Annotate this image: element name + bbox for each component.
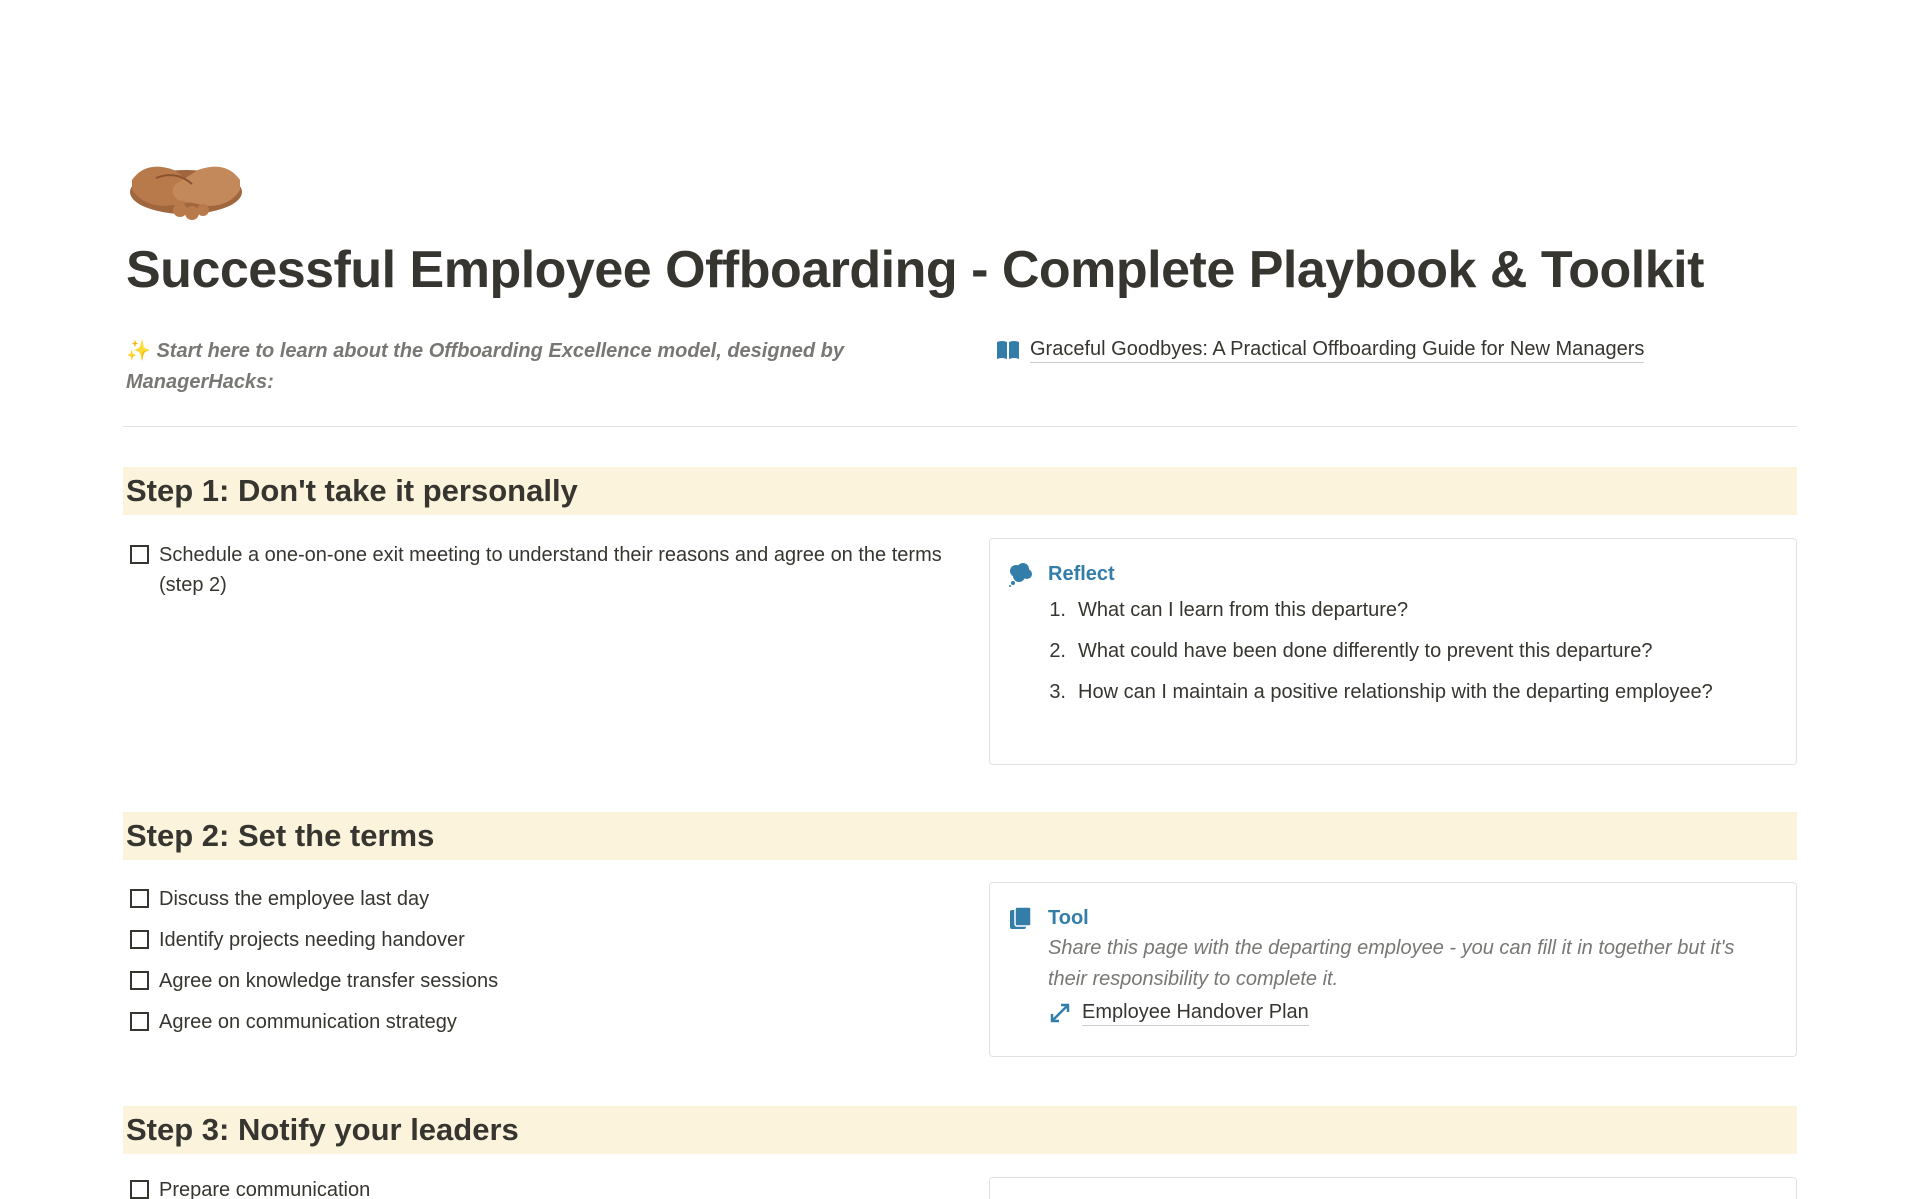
todo-checkbox[interactable] [130,545,149,564]
step-3-heading: Step 3: Notify your leaders [123,1106,1797,1154]
list-item: 2. What could have been done differently to prevent this departure? [1048,636,1776,667]
list-item-text: What can I learn from this departure? [1078,599,1409,621]
tool-note: Share this page with the departing employee - you can fill it in together but it's their responsibility to complete it. [1048,937,1735,990]
todo-checkbox[interactable] [130,889,149,908]
todo-item [130,1175,950,1199]
guide-link-block[interactable] [996,336,1644,363]
callout-header [1008,559,1776,589]
books-icon [1008,905,1034,931]
todo-text[interactable]: Discuss the employee last day [159,888,430,910]
todo-item [130,540,950,600]
callout-body [1008,933,1776,1026]
page-title: Successful Employee Offboarding - Complete Playbook & Toolkit [126,241,1704,299]
arrow-switch-icon [1048,1001,1072,1025]
callout-body [1008,595,1776,708]
guide-link[interactable]: Graceful Goodbyes: A Practical Offboarding Guide for New Managers [1030,336,1644,363]
handover-plan-label[interactable]: Employee Handover Plan [1082,999,1309,1026]
step-1-heading: Step 1: Don't take it personally [123,467,1797,515]
reflect-list [1048,595,1776,708]
open-book-icon [996,339,1020,361]
step-2-heading: Step 2: Set the terms [123,812,1797,860]
divider [123,426,1797,427]
todo-text[interactable]: Schedule a one-on-one exit meeting to understand their reasons and agree on the terms (step 2) [159,544,942,596]
callout-header [1008,903,1776,933]
todo-checkbox[interactable] [130,930,149,949]
list-item: 3. How can I maintain a positive relationship with the departing employee? [1048,677,1776,708]
todo-text[interactable]: Prepare communication [159,1179,371,1199]
tool-callout [989,882,1797,1057]
handshake-icon[interactable] [126,140,246,230]
intro-text-block [126,336,916,398]
todo-checkbox[interactable] [130,971,149,990]
list-item: 1. What can I learn from this departure? [1048,595,1776,626]
todo-item [130,966,950,996]
step-3-callout [989,1177,1797,1199]
todo-checkbox[interactable] [130,1180,149,1199]
todo-text[interactable]: Agree on communication strategy [159,1011,457,1033]
step-2-todo-list [130,884,950,1048]
thought-bubble-icon [1008,561,1034,587]
todo-text[interactable]: Agree on knowledge transfer sessions [159,970,499,992]
list-item-text: What could have been done differently to prevent this departure? [1078,640,1653,662]
todo-checkbox[interactable] [130,1012,149,1031]
todo-item [130,925,950,955]
step-3-todo-list [130,1175,950,1199]
list-item-text: How can I maintain a positive relationship with the departing employee? [1078,681,1713,703]
reflect-callout [989,538,1797,765]
intro-text: Start here to learn about the Offboarding Excellence model, designed by ManagerHacks: [126,340,845,393]
step-1-todo-list [130,540,950,611]
todo-item [130,1007,950,1037]
handover-plan-link[interactable] [1048,999,1776,1026]
callout-title: Tool [1048,907,1089,929]
todo-text[interactable]: Identify projects needing handover [159,929,465,951]
callout-title: Reflect [1048,563,1115,585]
todo-item [130,884,950,914]
sparkles-icon: ✨ [126,340,151,362]
